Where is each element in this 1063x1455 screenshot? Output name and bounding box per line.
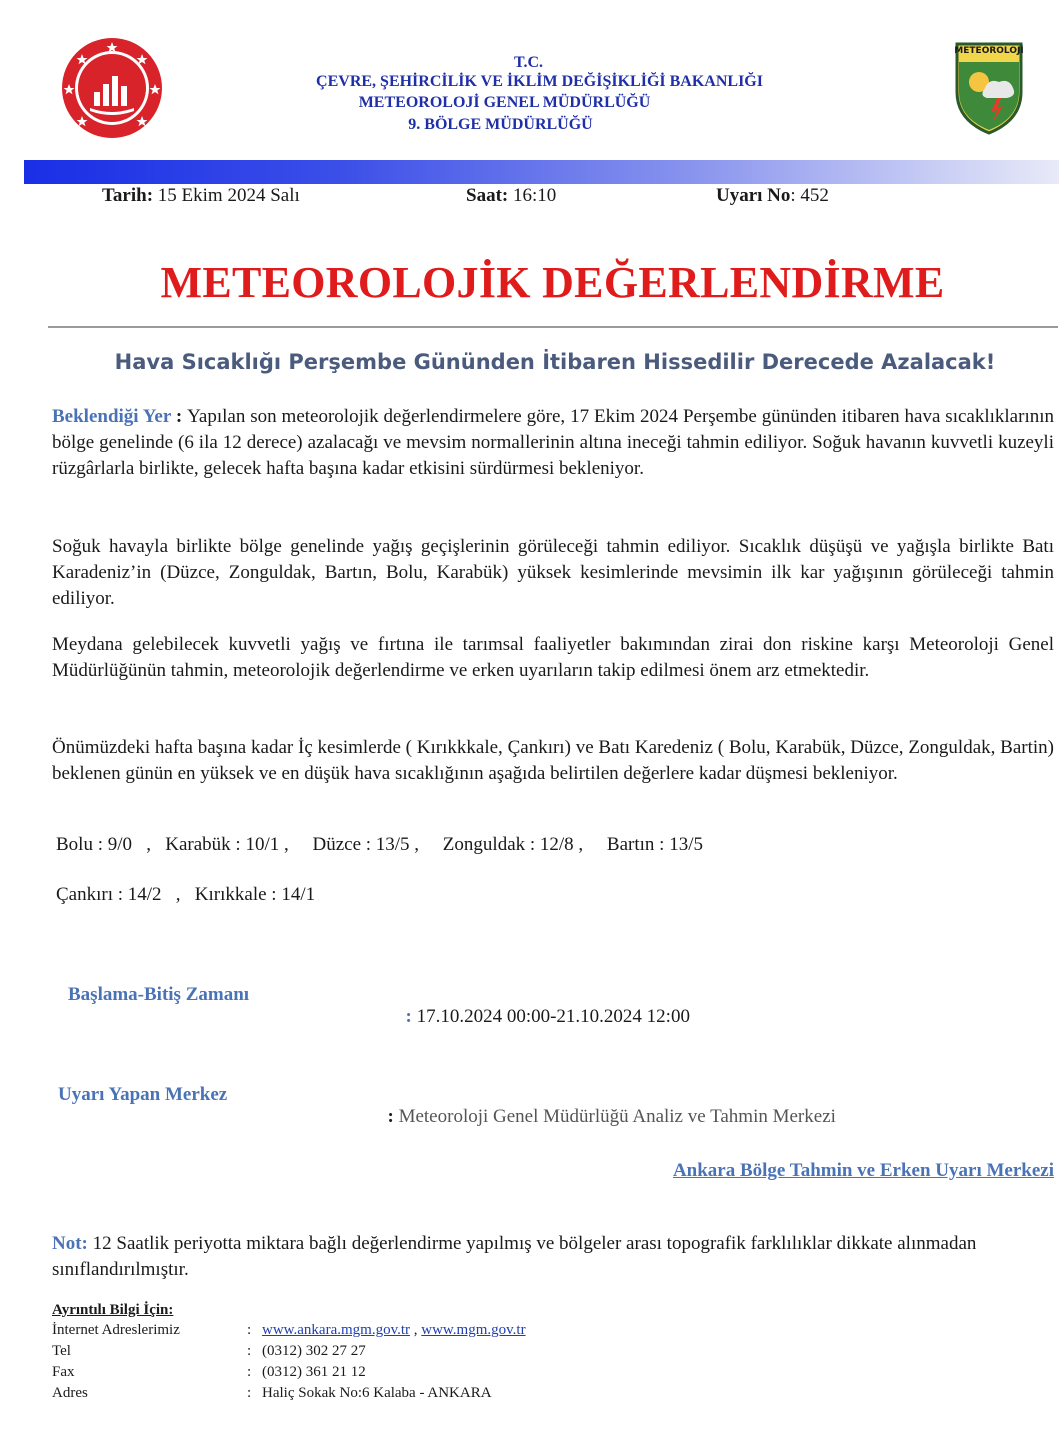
note-paragraph — [52, 1231, 1054, 1283]
start-end-label: Başlama-Bitiş Zamanı — [68, 984, 250, 1005]
time-value: 16:10 — [508, 185, 557, 206]
fax-value: (0312) 361 21 12 — [262, 1364, 366, 1380]
warning-number-value: : 452 — [790, 185, 829, 206]
date-label: Tarih: — [102, 185, 154, 206]
address-colon: : — [247, 1385, 252, 1401]
header-region: 9. BÖLGE MÜDÜRLÜĞÜ — [408, 116, 593, 133]
header-tc: T.C. — [513, 54, 544, 71]
expected-area-text: Yapılan son meteorolojik değerlendirmelere göre, 17 Ekim 2024 Perşembe gününden itibaren hava sıcaklıklarının bölge genelinde (6 ila 12 derece) azalacağı ve mevsim normallerinin altına ineceği tahmin ediliyor. Soğuk havanın kuvvetli kuzeyli rüzgârlarla birlikte, gelecek hafta başına kadar etkisini sürdürmesi bekleniyor. — [52, 406, 1054, 479]
date-value: 15 Ekim 2024 Salı — [153, 185, 300, 206]
time-label: Saat: — [466, 185, 509, 206]
warning-number-field — [716, 185, 829, 207]
address-label: Adres — [52, 1385, 88, 1401]
start-end-text: 17.10.2024 00:00-21.10.2024 12:00 — [411, 1006, 690, 1027]
regional-center-link[interactable]: Ankara Bölge Tahmin ve Erken Uyarı Merkezi — [672, 1160, 1054, 1181]
expected-area-label: Beklendiği Yer — [52, 406, 171, 427]
links-separator: , — [410, 1322, 422, 1338]
temperatures-line-1: Bolu : 9/0 , Karabük : 10/1 , Düzce : 13/5 , Zonguldak : 12/8 , Bartın : 13/5 — [56, 834, 703, 855]
date-field — [102, 185, 300, 207]
internet-label: İnternet Adreslerimiz — [52, 1322, 180, 1338]
header-ministry: ÇEVRE, ŞEHİRCİLİK VE İKLİM DEĞİŞİKLİĞİ BAKANLIĞI — [316, 73, 763, 90]
issuing-center-value — [378, 1084, 836, 1128]
internet-links — [262, 1322, 526, 1339]
paragraph-temperature-drop: Önümüzdeki hafta başına kadar İç kesimlerde ( Kırıkkkale, Çankırı) ve Batı Karedeniz ( Bolu, Karabük, Düzce, Zonguldak, Bartin) beklenen günün en yüksek ve en düşük hava sıcaklığının aşağıda belirtilen değerlere kadar düşmesi bekleniyor. — [52, 737, 1054, 784]
headline: Hava Sıcaklığı Perşembe Gününden İtibaren Hissedilir Derecede Azalacak! — [114, 350, 996, 374]
paragraph-frost-risk: Meydana gelebilecek kuvvetli yağış ve fırtına ile tarımsal faaliyetler bakımından zirai don riskine karşı Meteoroloji Genel Müdürlüğünün tahmin, meteorolojik değerlendirme ve erken uyarıların takip edilmesi önem arz etmektedir. — [52, 634, 1054, 681]
paragraph-expected-area — [52, 404, 1054, 482]
contact-heading: Ayrıntılı Bilgi İçin: — [52, 1302, 174, 1318]
header-directorate: METEOROLOJİ GENEL MÜDÜRLÜĞÜ — [358, 94, 651, 111]
title-divider — [48, 326, 1058, 328]
meteoroloji-logo-text: METEOROLOJİ — [954, 46, 1024, 56]
tel-label: Tel — [52, 1343, 71, 1359]
paragraph-precipitation: Soğuk havayla birlikte bölge genelinde yağış geçişlerinin görüleceği tahmin ediliyor. Sıcaklık düşüşü ve yağışla birlikte Batı Karadeniz’in (Düzce, Zonguldak, Bartın, Bolu, Karabük) yüksek kesimlerinde mevsimin ilk kar yağışının görüleceği tahmin ediliyor. — [52, 536, 1054, 609]
address-value: Haliç Sokak No:6 Kalaba - ANKARA — [262, 1385, 492, 1401]
start-end-colon: : — [405, 1006, 412, 1027]
tel-value: (0312) 302 27 27 — [262, 1343, 366, 1359]
internet-colon: : — [247, 1322, 252, 1338]
ankara-website-link[interactable]: www.ankara.mgm.gov.tr — [262, 1322, 411, 1338]
issuing-center-label: Uyarı Yapan Merkez — [58, 1084, 228, 1105]
issuing-center-text: Meteoroloji Genel Müdürlüğü Analiz ve Tahmin Merkezi — [393, 1106, 836, 1127]
tel-colon: : — [247, 1343, 252, 1359]
header-gradient-bar — [24, 160, 1059, 184]
time-field — [466, 185, 556, 207]
expected-area-colon: : — [170, 406, 188, 427]
fax-label: Fax — [52, 1364, 75, 1380]
note-label: Not: — [52, 1233, 88, 1254]
start-end-value — [396, 984, 690, 1028]
page-title: METEOROLOJİK DEĞERLENDİRME — [160, 258, 945, 307]
mgm-website-link[interactable]: www.mgm.gov.tr — [421, 1322, 526, 1338]
note-text: 12 Saatlik periyotta miktara bağlı değerlendirme yapılmış ve bölgeler arası topografik farklılıklar dikkate alınmadan sınıflandırılmıştır. — [52, 1233, 977, 1280]
issuing-center-colon: : — [387, 1106, 394, 1127]
warning-number-label: Uyarı No — [716, 185, 791, 206]
temperatures-line-2: Çankırı : 14/2 , Kırıkkale : 14/1 — [56, 884, 316, 905]
fax-colon: : — [247, 1364, 252, 1380]
meteoroloji-logo — [953, 40, 1025, 136]
